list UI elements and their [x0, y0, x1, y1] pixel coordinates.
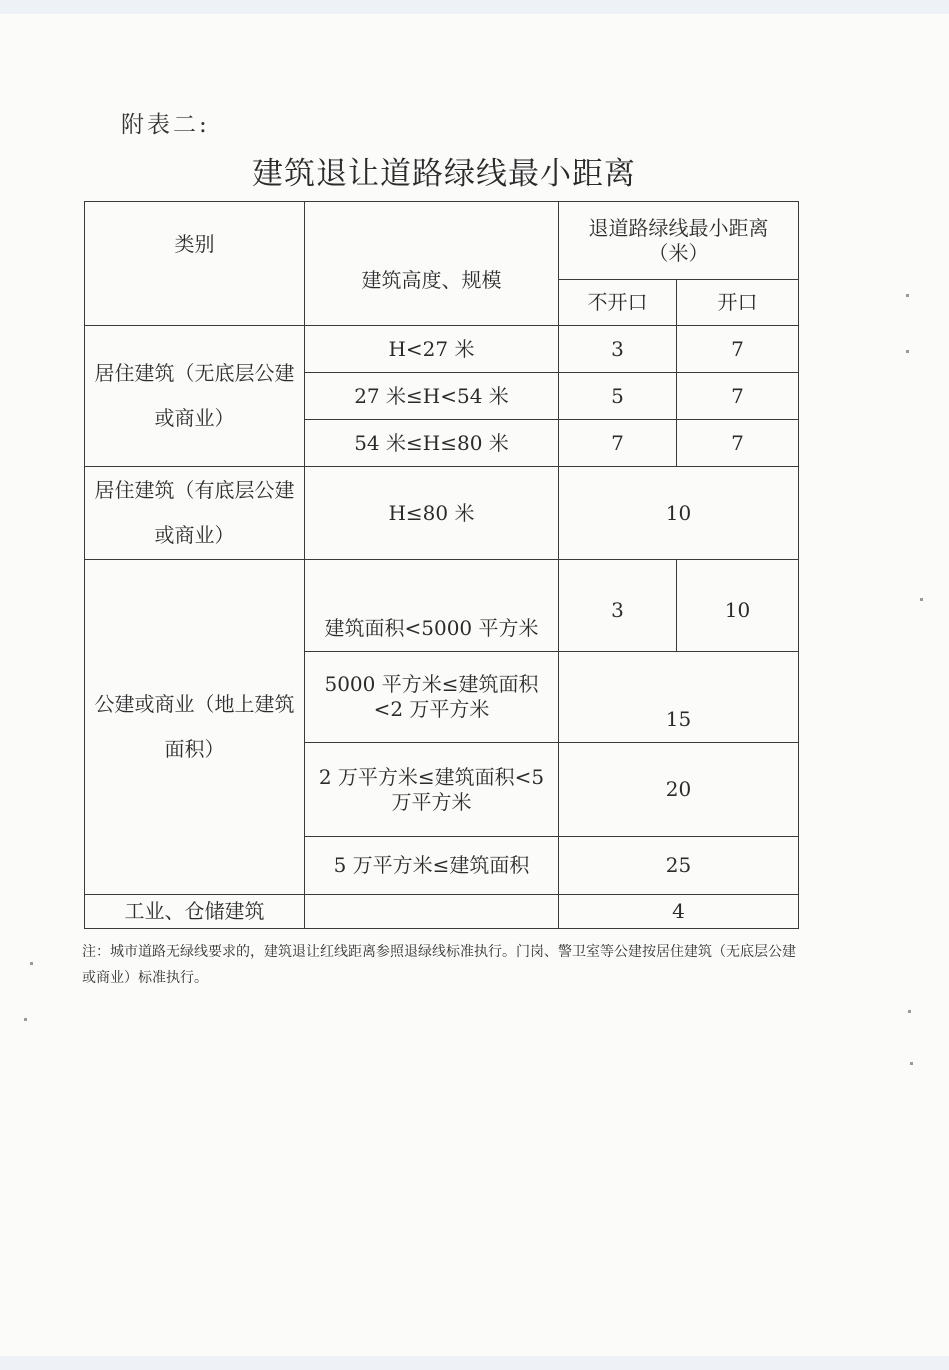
- scale-cell: 27 米≤H<54 米: [305, 373, 559, 420]
- open-cell: 10: [677, 560, 799, 652]
- scan-speck: [908, 1010, 911, 1013]
- category-cell: 居住建筑（有底层公建或商业）: [85, 467, 305, 560]
- category-cell: 公建或商业（地上建筑面积）: [85, 560, 305, 895]
- setback-table: [84, 201, 799, 929]
- not-open-cell: 3: [559, 326, 677, 373]
- header-open: 开口: [677, 280, 799, 326]
- table-row: [85, 560, 799, 652]
- table-row: [85, 326, 799, 373]
- scale-cell: 5000 平方米≤建筑面积<2 万平方米: [305, 652, 559, 743]
- scan-speck: [906, 294, 909, 297]
- scale-cell: [305, 895, 559, 929]
- merged-distance-cell: 20: [559, 743, 799, 837]
- scale-cell: H<27 米: [305, 326, 559, 373]
- merged-distance-cell: 15: [559, 652, 799, 743]
- merged-distance-cell: 10: [559, 467, 799, 560]
- open-cell: 7: [677, 373, 799, 420]
- not-open-cell: 5: [559, 373, 677, 420]
- scan-speck: [906, 350, 909, 353]
- header-scale: 建筑高度、规模: [305, 202, 559, 326]
- category-cell: 工业、仓储建筑: [85, 895, 305, 929]
- not-open-cell: 7: [559, 420, 677, 467]
- category-cell: 居住建筑（无底层公建或商业）: [85, 326, 305, 467]
- scan-speck: [30, 962, 33, 965]
- table-row: [85, 895, 799, 929]
- open-cell: 7: [677, 326, 799, 373]
- header-distance-group: 退道路绿线最小距离（米）: [559, 202, 799, 280]
- scale-cell: 2 万平方米≤建筑面积<5 万平方米: [305, 743, 559, 837]
- merged-distance-cell: 4: [559, 895, 799, 929]
- header-row: [85, 202, 799, 280]
- footnote: 注：城市道路无绿线要求的，建筑退让红线距离参照退绿线标准执行。门岗、警卫室等公建按居住建筑（无底层公建或商业）标准执行。: [82, 944, 796, 986]
- scale-cell: 54 米≤H≤80 米: [305, 420, 559, 467]
- header-not-open: 不开口: [559, 280, 677, 326]
- scale-cell: 建筑面积<5000 平方米: [305, 560, 559, 652]
- scale-cell: 5 万平方米≤建筑面积: [305, 837, 559, 895]
- scan-speck: [24, 1018, 27, 1021]
- appendix-label: 附表二:: [121, 112, 210, 138]
- table-row: [85, 467, 799, 560]
- scan-speck: [920, 598, 923, 601]
- scale-cell: H≤80 米: [305, 467, 559, 560]
- open-cell: 7: [677, 420, 799, 467]
- scan-speck: [910, 1062, 913, 1065]
- header-category: 类别: [85, 202, 305, 326]
- merged-distance-cell: 25: [559, 837, 799, 895]
- table-title: 建筑退让道路绿线最小距离: [252, 156, 636, 192]
- not-open-cell: 3: [559, 560, 677, 652]
